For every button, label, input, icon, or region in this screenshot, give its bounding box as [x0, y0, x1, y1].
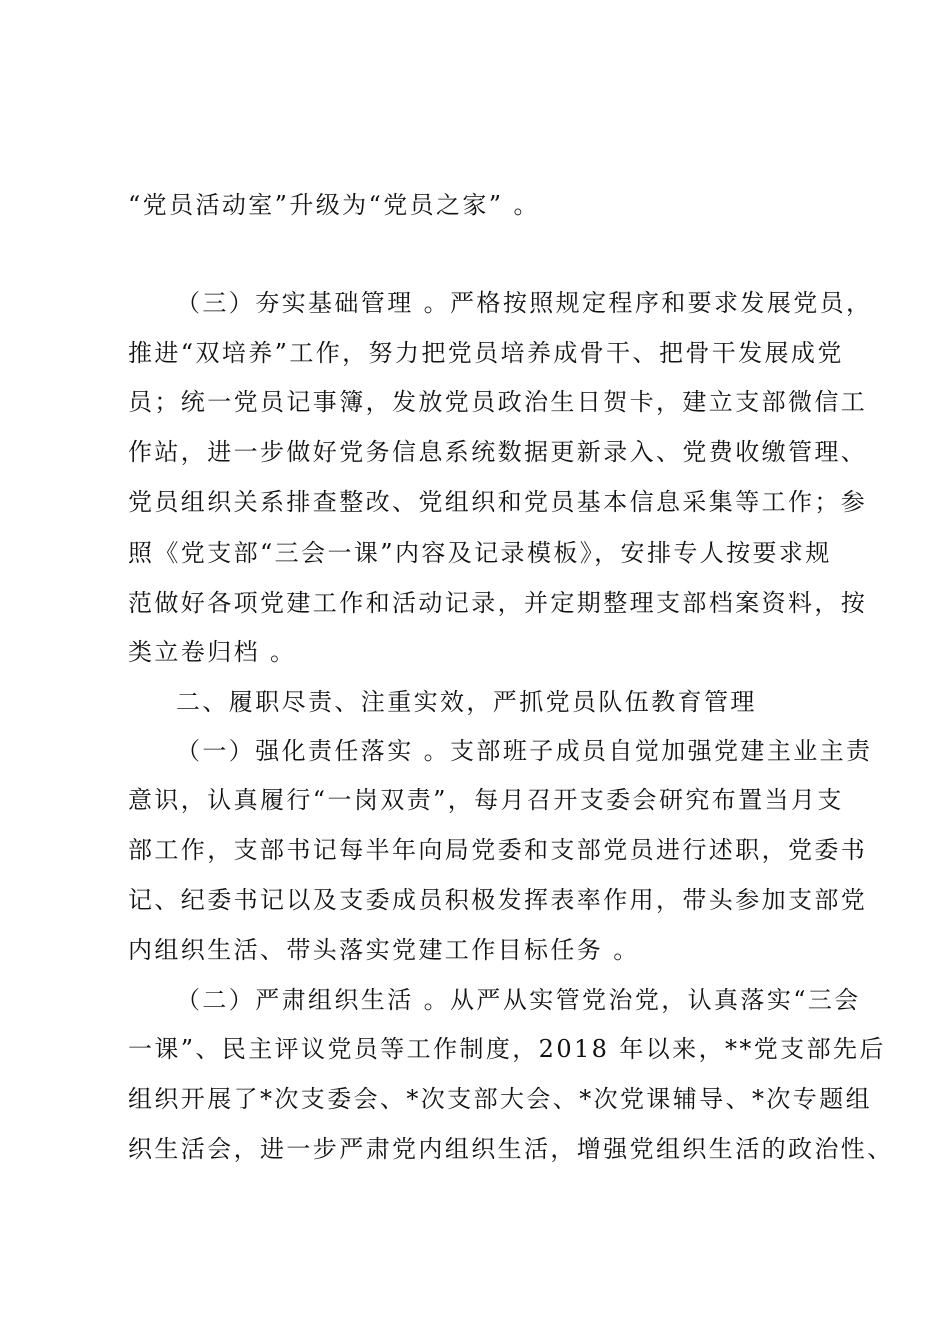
text-line: 记、纪委书记以及支委成员积极发挥表率作用，带头参加支部党: [128, 886, 868, 914]
text-line: 组织开展了*次支委会、*次支部大会、*次党课辅导、*次专题组: [128, 1085, 872, 1113]
section-heading-1: （一）强化责任落实 。支部班子成员自觉加强党建主业主责: [176, 737, 873, 765]
text-line: 推进“双培养”工作，努力把党员培养成骨干、把骨干发展成党: [128, 339, 844, 367]
text-line: 织生活会，进一步严肃党内组织生活，增强党组织生活的政治性、: [128, 1135, 894, 1163]
text-line: 照《党支部“三会一课”内容及记录模板》，安排专人按要求规: [128, 539, 832, 567]
text-line: 作站，进一步做好党务信息系统数据更新录入、党费收缴管理、: [128, 438, 868, 466]
text-line: 员；统一党员记事簿，发放党员政治生日贺卡，建立支部微信工: [128, 388, 868, 416]
section-heading-3: （三）夯实基础管理 。严格按照规定程序和要求发展党员，: [176, 289, 873, 317]
text-line: 类立卷归档 。: [128, 638, 297, 666]
chapter-heading-2: 二、履职尽责、注重实效，严抓党员队伍教育管理: [176, 688, 757, 716]
section-heading-2: （二）严肃组织生活 。从严从实管党治党，认真落实“三会: [176, 986, 861, 1014]
text-line: “党员活动室”升级为“党员之家” 。: [128, 191, 540, 219]
text-line: 内组织生活、带头落实党建工作目标任务 。: [128, 936, 640, 964]
text-line: 党员组织关系排查整改、党组织和党员基本信息采集等工作；参: [128, 488, 868, 516]
text-line: 部工作，支部书记每半年向局党委和支部党员进行述职，党委书: [128, 836, 868, 864]
text-line: 一课”、民主评议党员等工作制度，2018 年以来，**党支部先后: [128, 1035, 886, 1063]
text-line: 范做好各项党建工作和活动记录，并定期整理支部档案资料，按: [128, 589, 868, 617]
text-line: 意识，认真履行“一岗双责”，每月召开支委会研究布置当月支: [128, 786, 844, 814]
